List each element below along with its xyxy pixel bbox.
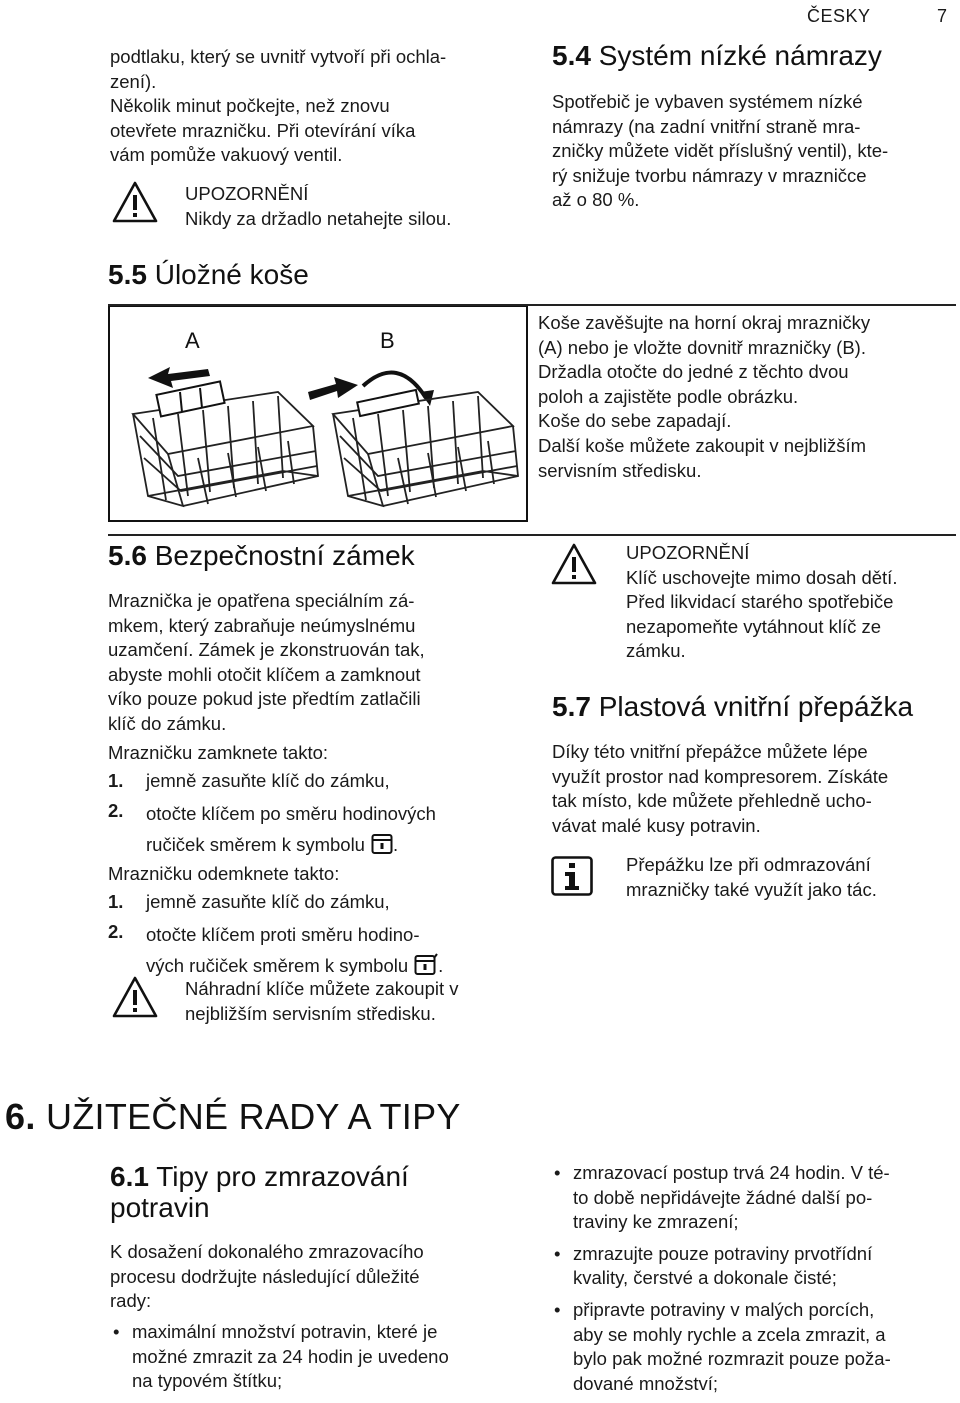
unlock-heading: Mrazničku odemknete takto:: [108, 862, 340, 884]
text-line: vám pomůže vakuový ventil.: [110, 144, 343, 166]
section-heading-5-5: [108, 259, 309, 291]
text-line: abyste mohli otočit klíčem a zamknout: [108, 663, 421, 685]
section-number: 5.4: [552, 40, 591, 71]
step-text: vých ručiček směrem k symbolu: [146, 954, 409, 976]
basket-a-handle: [156, 381, 224, 416]
lock-closed-icon: [371, 829, 393, 855]
text-line: traviny ke zmrazení;: [573, 1211, 739, 1233]
header-language: ČESKY: [807, 6, 871, 26]
text-line: víko pouze pokud jste předtím zatlačili: [108, 688, 421, 710]
section-heading-6-1: [110, 1161, 409, 1223]
text-line: vávat malé kusy potravin.: [552, 814, 761, 836]
label-a: A: [185, 328, 200, 353]
unlock-steps: [108, 890, 518, 981]
text-line: • maximální množství potravin, které je: [132, 1321, 438, 1342]
section-number: 5.7: [552, 691, 591, 722]
step-number: 2.: [108, 799, 124, 821]
list-item: [108, 769, 518, 794]
arrow-right-icon: [308, 377, 358, 400]
text-line: rý snižuje tvorbu námrazy v mrazničce: [552, 164, 867, 186]
text-line: nejbližším servisním středisku.: [185, 1002, 436, 1024]
text-line: tak místo, kde můžete přehledně ucho-: [552, 790, 872, 812]
warning-icon: [111, 180, 159, 224]
info-block: [626, 853, 956, 902]
section-title: Systém nízké námrazy: [598, 40, 882, 71]
text-line: zámku.: [626, 640, 686, 662]
text-line: zení).: [110, 70, 157, 92]
note-block: [185, 977, 525, 1026]
text-line: Koše do sebe zapadají.: [538, 410, 732, 432]
list-item: [108, 799, 518, 860]
text-line: K dosažení dokonalého zmrazovacího: [110, 1241, 424, 1262]
section-5-7-text: [552, 740, 956, 838]
text-line: to době nepřidávejte žádné další po-: [573, 1186, 873, 1208]
text-line: mkem, který zabraňuje neúmyslnému: [108, 614, 416, 636]
step-suffix: .: [392, 833, 399, 855]
text-line: rady:: [110, 1290, 152, 1312]
text-line: Další koše můžete zakoupit v nejbližším: [538, 434, 866, 456]
text-line: Spotřebič je vybaven systémem nízké: [552, 91, 863, 112]
text-line: Před likvidací starého spotřebiče: [626, 591, 894, 613]
text-line: Držadla otočte do jedné z těchto dvou: [538, 361, 849, 383]
text-line: bylo pak možné rozmrazit pouze poža-: [573, 1348, 891, 1370]
basket-illustration: [108, 306, 528, 522]
lock-heading: Mrazničku zamknete takto:: [108, 741, 329, 763]
text-line: dované množství;: [573, 1372, 718, 1394]
step-text: jemně zasuňte klíč do zámku,: [146, 891, 390, 913]
warning-title: UPOZORNĚNÍ: [185, 183, 309, 204]
step-number: 2.: [108, 920, 124, 942]
step-number: 1.: [108, 770, 124, 792]
continuation-text: [110, 45, 510, 168]
section-5-6-text: [108, 589, 518, 981]
section-heading-5-7: [552, 691, 913, 723]
text-line: Náhradní klíče můžete zakoupit v: [185, 978, 459, 999]
section-title: potravin: [110, 1192, 210, 1223]
text-line: podtlaku, který se uvnitř vytvoří při ochla-: [110, 46, 447, 67]
text-line: procesu dodržujte následující důležité: [110, 1265, 420, 1287]
text-line: Díky této vnitřní přepážce můžete lépe: [552, 741, 868, 762]
section-title: Tipy pro zmrazování: [156, 1161, 409, 1192]
warning-block: [185, 182, 515, 231]
text-line: zničky můžete vidět příslušný ventil), kte-: [552, 140, 889, 162]
warning-title: UPOZORNĚNÍ: [626, 542, 750, 563]
text-line: na typovém štítku;: [132, 1370, 283, 1392]
step-number: 1.: [108, 891, 124, 913]
step-text: jemně zasuňte klíč do zámku,: [146, 770, 390, 792]
section-5-5-text: [538, 311, 956, 483]
text-line: využít prostor nad kompresorem. Získáte: [552, 765, 889, 787]
section-number: 5.5: [108, 259, 147, 290]
text-line: servisním středisku.: [538, 459, 702, 481]
step-text: ručiček směrem k symbolu: [146, 833, 365, 855]
section-title: Bezpečnostní zámek: [154, 540, 415, 571]
chapter-title: UŽITEČNÉ RADY A TIPY: [45, 1096, 461, 1137]
step-text: otočte klíčem proti směru hodino-: [146, 923, 420, 945]
section-6-1-intro: [110, 1240, 520, 1314]
text-line: • připravte potraviny v malých porcích,: [573, 1298, 875, 1320]
warning-icon: [111, 975, 159, 1019]
text-line: aby se mohly rychle a zcela zmrazit, a: [573, 1323, 886, 1345]
label-b: B: [380, 328, 395, 353]
text-line: (A) nebo je vložte dovnitř mrazničky (B).: [538, 336, 866, 358]
text-line: kvality, čerstvé a dokonale čisté;: [573, 1267, 837, 1289]
text-line: poloh a zajistěte podle obrázku.: [538, 385, 799, 407]
text-line: až o 80 %.: [552, 189, 640, 211]
text-line: Mraznička je opatřena speciálním zá-: [108, 590, 415, 611]
basket-b-handle: [357, 390, 419, 416]
text-line: otevřete mrazničku. Při otevírání víka: [110, 119, 416, 141]
text-line: Několik minut počkejte, než znovu: [110, 95, 390, 117]
list-item: [551, 1242, 956, 1291]
text-line: nezapomeňte vytáhnout klíč ze: [626, 615, 882, 637]
text-line: námrazy (na zadní vnitřní straně mra-: [552, 115, 861, 137]
list-item: [551, 1161, 956, 1235]
lock-steps: [108, 769, 518, 860]
list-item: [110, 1320, 530, 1394]
chapter-heading-6: [5, 1097, 461, 1137]
warning-block: [626, 541, 956, 664]
section-heading-5-6: [108, 540, 415, 572]
text-line: • zmrazovací postup trvá 24 hodin. V té-: [573, 1162, 890, 1183]
section-number: 6.1: [110, 1161, 149, 1192]
tips-list-left: [110, 1320, 530, 1401]
info-icon: [551, 856, 593, 896]
section-rule: [108, 534, 956, 536]
text-line: klíč do zámku.: [108, 712, 227, 734]
list-item: [108, 890, 518, 915]
text-line: Přepážku lze při odmrazování: [626, 854, 871, 875]
tips-list-right: [551, 1161, 956, 1403]
text-line: mrazničky také využít jako tác.: [626, 878, 877, 900]
warning-icon: [550, 542, 598, 586]
list-item: [108, 920, 518, 981]
warning-text: Nikdy za držadlo netahejte silou.: [185, 207, 452, 229]
section-title: Úložné koše: [154, 259, 309, 290]
section-heading-5-4: [552, 40, 882, 72]
section-number: 5.6: [108, 540, 147, 571]
step-text: otočte klíčem po směru hodinových: [146, 802, 436, 824]
text-line: možné zmrazit za 24 hodin je uvedeno: [132, 1345, 449, 1367]
text-line: Klíč uschovejte mimo dosah dětí.: [626, 566, 898, 588]
text-line: uzamčení. Zámek je zkonstruován tak,: [108, 639, 425, 661]
section-title: Plastová vnitřní přepážka: [598, 691, 914, 722]
chapter-number: 6.: [5, 1096, 36, 1137]
text-line: • zmrazujte pouze potraviny prvotřídní: [573, 1242, 873, 1264]
step-suffix: .: [438, 954, 444, 976]
text-line: Koše zavěšujte na horní okraj mrazničky: [538, 312, 871, 333]
page-number: 7: [937, 6, 948, 26]
list-item: [551, 1298, 956, 1396]
lock-open-icon: [414, 950, 438, 976]
section-5-4-text: [552, 90, 952, 213]
